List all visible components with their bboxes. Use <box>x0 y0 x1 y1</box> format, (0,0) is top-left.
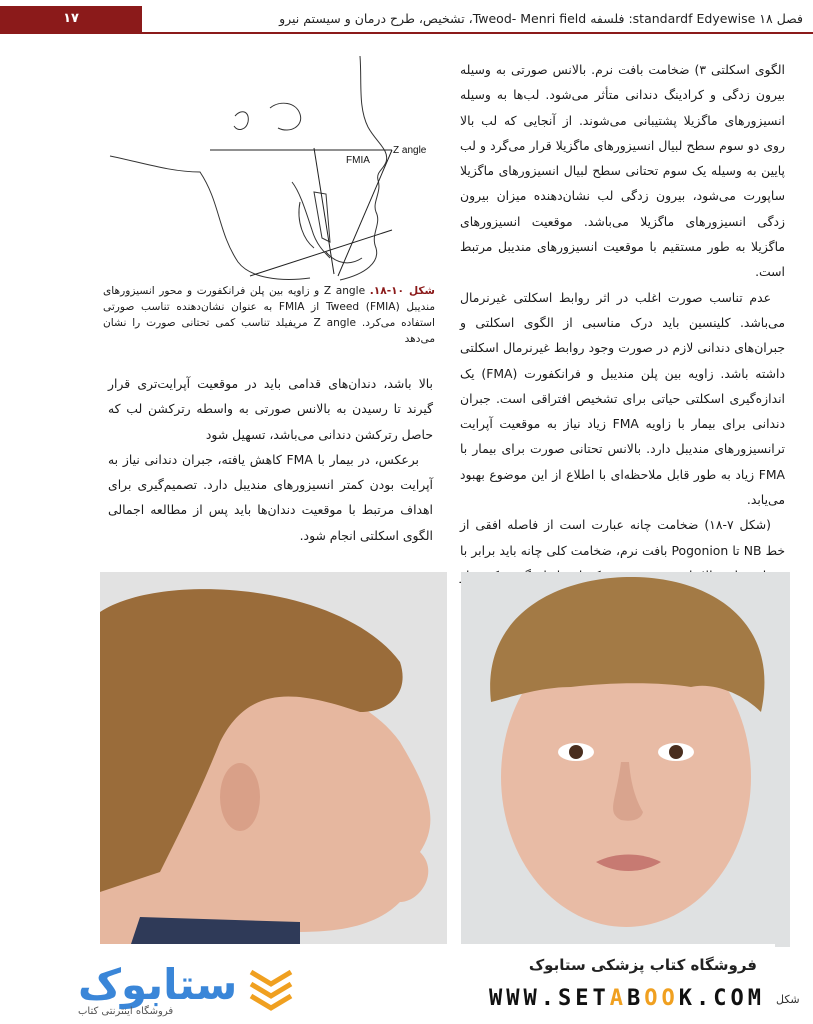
ear-shape <box>220 763 260 831</box>
fmia-label: FMIA <box>346 155 370 166</box>
store-url[interactable]: WWW.SETABOOK.COM <box>489 986 765 1011</box>
figure-label-fragment: شکل <box>776 993 800 1006</box>
z-angle-label: Z angle <box>393 145 427 156</box>
paragraph: برعکس، در بیمار با FMA کاهش یافته، جبران دندانی نیاز به آپرایت بودن کمتر انسیزورهای مندیبل دارد. تصمیم‌گیری برای اهداف مرتبط با موقعیت دندان‌ها باید پس از مطالعه اجمالی الگوی اسکلتی انجام شود. <box>108 451 433 543</box>
caption-label: شکل ۱۰-۱۸. <box>369 285 435 297</box>
z-line <box>338 150 392 276</box>
paragraph: بالا باشد، دندان‌های قدامی باید در موقعیت آپرایت‌تری قرار گیرند تا رسیدن به بالانس صورتی به واسطه رترکشن لب که حاصل رترکشن دندانی می‌باشد، تسهیل شود <box>108 376 433 442</box>
shirt-shape <box>130 917 300 947</box>
paragraph: (شکل ۷-۱۸) ضخامت چانه عبارت است از فاصله افقی از خط NB تا Pogonion بافت نرم، ضخامت کلی چانه باید برابر با <box>460 517 785 558</box>
frontal-photo <box>461 572 790 947</box>
store-logo-subtitle: فروشگاه اینترنتی کتاب <box>78 1006 174 1017</box>
profile-photo <box>100 572 447 947</box>
store-logo: ستابوک <box>78 960 238 1009</box>
orbit-outline <box>270 103 301 130</box>
left-text-column <box>108 371 433 548</box>
figure-caption <box>103 283 435 347</box>
mandibular-plane-line <box>250 230 392 276</box>
page-number: ۱۷ <box>0 6 142 32</box>
paragraph: عدم تناسب صورت اغلب در اثر روابط اسکلتی غیرنرمال می‌باشد. کلینسین باید درک مناسبی از الگوی اسکلتی و جبران‌های دندانی لازم در صورت وجود روابط غیرنرمال اسکلتی داشته باشد. زاویه بین پلن مندیبل و فرانکفورت (FMA) یک اندازه‌گیری اسکلتی حیاتی برای تشخیص افتراقی است. جبران دندانی برای بیمار با زاویه FMA زیاد نیاز به موقعیت آپرایت ترانسیزورهای مندیبل دارد. بالانس تحتانی صورت برای بیمار با FMA زیاد به طور قابل ملاحظه‌ای با اطلاع از این موضوع بهبود می‌یابد. <box>460 289 786 508</box>
ear-outline <box>234 112 248 130</box>
profile-outline <box>340 56 387 280</box>
right-text-column <box>460 57 785 614</box>
store-name: فروشگاه کتاب پزشکی ستابوک <box>528 956 757 974</box>
caption-text: Z angle و زاویه بین پلن فرانکفورت و محور انسیزورهای مندیبل (FMIA) Tweed از FMIA به عنوان نشان‌دهنده تناسب صورتی استفاده می‌کرد. Z angle مریفیلد تناسب کمی تحتانی صورت را نشان می‌دهد <box>103 285 435 345</box>
cephalometric-diagram <box>100 52 440 284</box>
molar-outline <box>299 202 314 248</box>
paragraph: الگوی اسکلتی ۳) ضخامت بافت نرم. بالانس صورتی به وسیله بیرون زدگی و کرادینگ دندانی متأثر می‌شود. لب‌ها به وسیله انسیزورهای ماگزیلا پشتیبانی می‌شوند. از آنجایی که لب بالا روی دو سوم سطح لبیال انسیزورهای ماگزیلا قرار می‌گرد و لب پایین به وسیله یک سوم تحتانی سطح لبیال انسیزورهای ماگزیلا ساپورت می‌شود، بیرون زدگی لب نشان‌دهنده میزان بیرون زدگی انسیزورهای ماگزیلا می‌باشد. موقعیت انسیزورهای ماگزیلا به طور مستقیم با موقعیت انسیزورهای مندیبل مرتبط است. <box>460 62 786 280</box>
store-footer <box>38 944 775 1024</box>
chapter-title: فصل ۱۸ standardf Edyewise: فلسفه Tweod- Menri field، تشخیص، طرح درمان و سیستم نیرو <box>279 11 803 26</box>
page-header <box>0 0 813 34</box>
logo-chevron-icon <box>246 962 296 1012</box>
skull-outline <box>110 156 310 279</box>
